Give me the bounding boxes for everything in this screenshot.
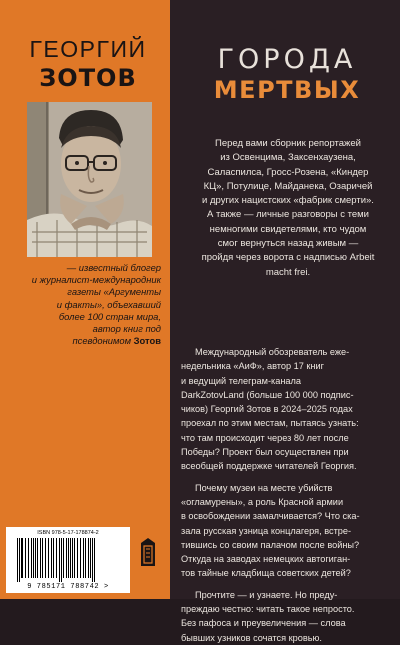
bio-prefix: псевдонимом (72, 335, 132, 347)
annotation-line: КЦ», Потулице, Майданека, Озаричей (203, 180, 373, 192)
annotation-body (181, 345, 395, 645)
bio-line-last (8, 335, 161, 347)
orange-panel (0, 0, 170, 599)
annotation-line: проехал по этим местам, пытаясь узнать: (181, 418, 359, 429)
annotation-line: зала русская узница концлагеря, встре- (181, 525, 352, 536)
annotation-line: и ведущий телеграм-канала (181, 375, 302, 386)
book-title-line2: МЕРТВЫХ (213, 76, 361, 104)
annotation-line: тившись со своим палачом после войны? (181, 539, 360, 550)
bio-line: более 100 стран мира, (58, 310, 161, 322)
annotation-line: DarkZotovLand (больше 100 000 подпис- (181, 389, 354, 400)
annotation-line: что там происходит через 80 лет после (181, 432, 349, 443)
annotation-line: Откуда на заводах немецких автогиган- (181, 554, 351, 565)
annotation-line: Перед вами сборник репортажей (214, 138, 361, 149)
paragraph-gap (181, 581, 395, 588)
annotation-line: недельника «АиФ», автор 17 книг (181, 361, 324, 372)
book-title-line1: ГОРОДА (217, 44, 357, 75)
publisher-logo-icon (140, 537, 156, 567)
annotation-line: из Освенцима, Заксенхаузена, (220, 152, 356, 164)
annotation-line: и других нацистских «фабрик смерти». (202, 195, 374, 207)
bio-line: автор книг под (92, 323, 161, 335)
paragraph-gap (181, 474, 395, 481)
annotation-line: смог вернуться назад живым — (217, 238, 359, 250)
bio-line: и факты», объехавший (56, 298, 161, 310)
annotation-line: А также — личные разговоры с теми (207, 209, 369, 221)
annotation-line: Саласпилса, Гросс-Розена, «Киндер (207, 166, 369, 178)
author-first-name: ГЕОРГИЙ (29, 36, 147, 62)
annotation-line: Победы? Проект был осуществлен при (181, 447, 349, 458)
ean-digits: 9 785171 788742 > (27, 583, 109, 591)
annotation-line: всеобщей поддержке читателей Георгия. (181, 461, 357, 472)
annotation-line: в освобождении замалчивается? Что ска- (181, 511, 360, 522)
annotation-line: macht frei. (265, 266, 311, 278)
annotation-line: немногими свидетелями, кто чудом (209, 223, 367, 235)
bio-line: и журналист-международник (31, 274, 161, 286)
annotation-line: пройдя через ворота с надписью Arbeit (201, 252, 375, 264)
annotation-line: Прочтите — и узнаете. Но преду- (195, 589, 338, 600)
annotation-line: бывших узников сочатся кровью. (181, 632, 322, 643)
annotation-line: Международный обозреватель еже- (195, 347, 350, 357)
annotation-line: «огламурены», а роль Красной армии (181, 496, 344, 507)
author-bio (8, 262, 161, 347)
bio-line: — известный блогер (66, 262, 161, 273)
author-last-name: ЗОТОВ (39, 64, 137, 92)
bio-line: газеты «Аргументы (67, 286, 161, 298)
annotation-line: Почему музеи на месте убийств (195, 482, 333, 493)
annotation-line: тов тайные кладбища советских детей? (181, 568, 351, 579)
annotation-line: преждаю честно: читать такое непросто. (181, 604, 355, 615)
annotation-line: чиков) Георгий Зотов в 2024–2025 годах (181, 404, 353, 415)
bio-pseudonym: Зотов (133, 335, 161, 347)
annotation-lead (184, 137, 392, 280)
author-photo (27, 102, 152, 257)
annotation-line: Без пафоса и преувеличения — слова (181, 618, 346, 629)
isbn-text: ISBN 978-5-17-178874-2 (37, 530, 99, 536)
barcode (6, 527, 130, 593)
barcode-bars (15, 538, 121, 582)
